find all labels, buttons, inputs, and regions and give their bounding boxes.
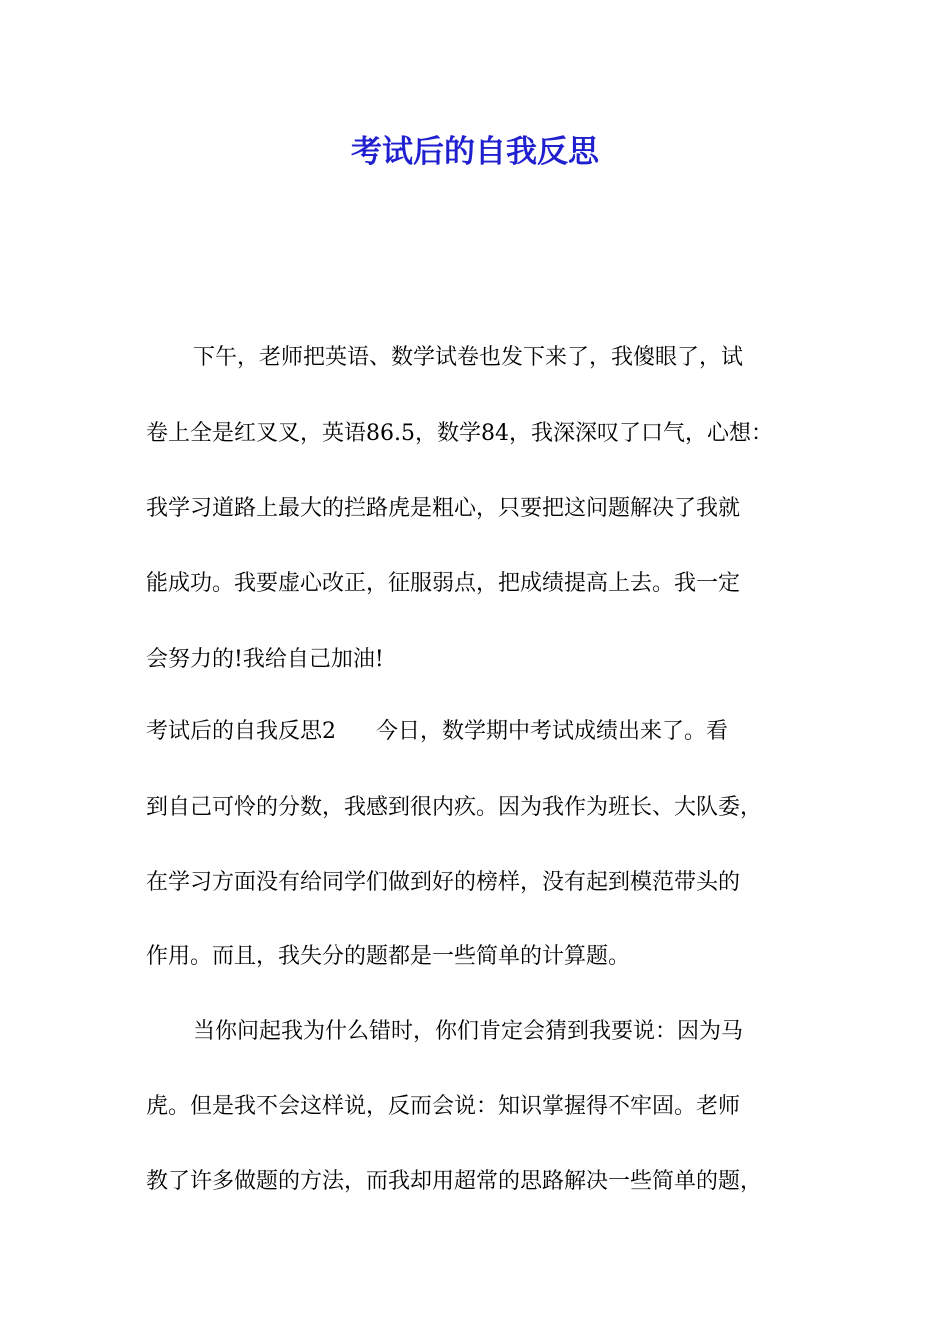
paragraph-line: 虎。但是我不会这样说，反而会说：知识掌握得不牢固。老师: [146, 1094, 741, 1119]
paragraph-line: 当你问起我为什么错时，你们肯定会猜到我要说：因为马: [193, 1019, 744, 1044]
paragraph-line: 我学习道路上最大的拦路虎是粗心，只要把这问题解决了我就: [146, 496, 741, 521]
paragraph-line: 到自己可怜的分数，我感到很内疚。因为我作为班长、大队委，: [146, 795, 763, 820]
paragraph-line: 卷上全是红叉叉，英语86.5，数学84，我深深叹了口气，心想：: [146, 421, 773, 446]
paragraph-line: 教了许多做题的方法，而我却用超常的思路解决一些简单的题，: [146, 1169, 763, 1194]
paragraph-text: 今日，数学期中考试成绩出来了。看: [376, 719, 729, 744]
paragraph-line: 能成功。我要虚心改正，征服弱点，把成绩提高上去。我一定: [146, 571, 741, 596]
document-title: 考试后的自我反思: [351, 134, 599, 170]
paragraph-line: 会努力的!我给自己加油!: [146, 647, 384, 672]
paragraph-line: 下午，老师把英语、数学试卷也发下来了，我傻眼了，试: [193, 345, 744, 370]
section-line: [146, 712, 728, 752]
paragraph-line: 在学习方面没有给同学们做到好的榜样，没有起到模范带头的: [146, 870, 741, 895]
section-heading: 考试后的自我反思2: [146, 719, 336, 744]
paragraph-line: 作用。而且，我失分的题都是一些简单的计算题。: [146, 944, 631, 969]
